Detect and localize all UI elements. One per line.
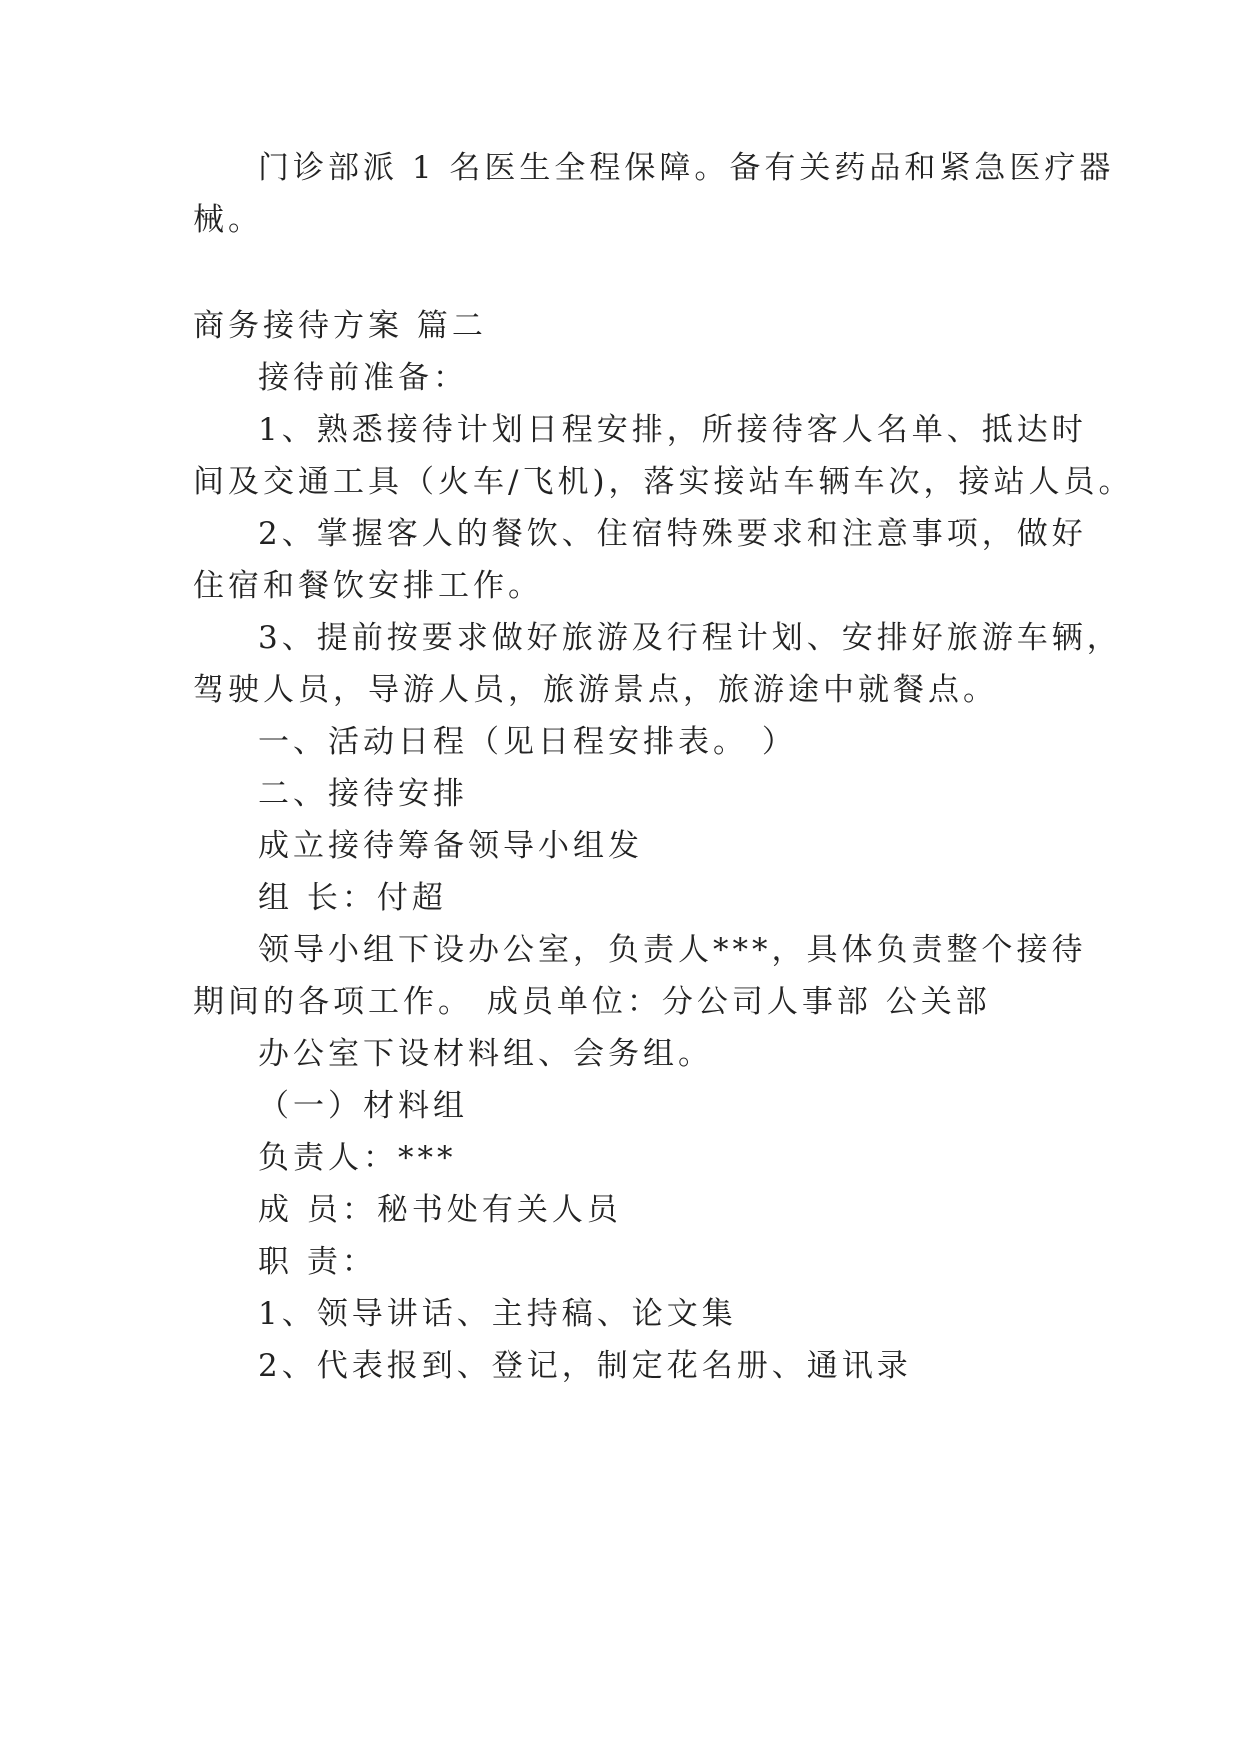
paragraph-line: 二、接待安排 (258, 776, 468, 812)
paragraph-line: 2、掌握客人的餐饮、住宿特殊要求和注意事项，做好 (258, 516, 1087, 552)
paragraph-line: 2、代表报到、登记，制定花名册、通讯录 (258, 1348, 912, 1384)
paragraph-line: 门诊部派 1 名医生全程保障。备有关药品和紧急医疗器 (258, 150, 1115, 186)
paragraph-line: 职 责： (258, 1244, 377, 1280)
paragraph-line: 成 员：秘书处有关人员 (258, 1192, 622, 1228)
paragraph-line: 一、活动日程（见日程安排表。 ） (258, 724, 797, 760)
paragraph-line: 期间的各项工作。 成员单位：分公司人事部 公关部 (193, 984, 991, 1020)
paragraph-line: 成立接待筹备领导小组发 (258, 828, 643, 864)
paragraph-line: （一）材料组 (258, 1088, 468, 1124)
paragraph-line: 领导小组下设办公室，负责人***，具体负责整个接待 (258, 932, 1087, 968)
paragraph-line: 办公室下设材料组、会务组。 (258, 1036, 713, 1072)
paragraph-line: 械。 (193, 202, 263, 238)
paragraph-line: 住宿和餐饮安排工作。 (193, 568, 543, 604)
section-heading: 商务接待方案 篇二 (193, 308, 487, 344)
paragraph-line: 驾驶人员，导游人员，旅游景点，旅游途中就餐点。 (193, 672, 998, 708)
paragraph-line: 1、熟悉接待计划日程安排，所接待客人名单、抵达时 (258, 412, 1087, 448)
paragraph-line: 负责人：*** (258, 1140, 457, 1176)
paragraph-line: 组 长：付超 (258, 880, 447, 916)
paragraph-line: 3、提前按要求做好旅游及行程计划、安排好旅游车辆， (258, 620, 1122, 656)
paragraph-line: 1、领导讲话、主持稿、论文集 (258, 1296, 737, 1332)
paragraph-line: 接待前准备： (258, 360, 468, 396)
paragraph-line: 间及交通工具（火车/飞机)，落实接站车辆车次，接站人员。 (193, 464, 1134, 500)
